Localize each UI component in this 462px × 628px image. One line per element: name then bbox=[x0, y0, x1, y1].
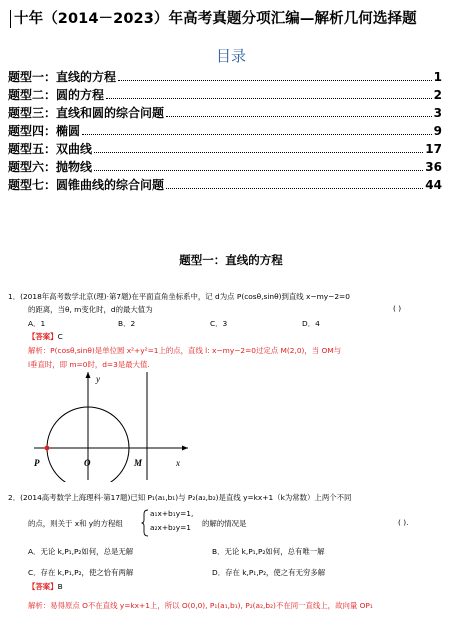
q2-analysis-line1: 解析：易得原点 O不在直线 y=kx+1上，所以 O(0,0), P₁(a₁,b₁), P₂(a₂,b₂)不在同一直线上，故向量 OP₁ bbox=[28, 601, 373, 610]
document-title: 十年（2014－2023）年高考真题分项汇编—解析几何选择题 bbox=[14, 11, 417, 27]
toc-leader-dots bbox=[94, 152, 423, 153]
toc-entry-page: 2 bbox=[433, 88, 442, 102]
q2-option-d: D．存在 k,P₁,P₂，使之有无穷多解 bbox=[212, 568, 326, 577]
q2-answer bbox=[28, 581, 63, 592]
toc-leader-dots bbox=[166, 116, 432, 117]
origin-label: O bbox=[84, 458, 91, 468]
toc-entry-page: 9 bbox=[433, 124, 442, 138]
toc-entry[interactable] bbox=[8, 86, 442, 104]
point-m-label: M bbox=[134, 458, 143, 468]
q2-stem-line2a: 的点，则关于 x和 y的方程组 bbox=[28, 519, 123, 528]
toc-entry-page: 44 bbox=[425, 178, 442, 192]
q1-answer-value: C bbox=[57, 332, 63, 341]
toc-leader-dots bbox=[166, 188, 423, 189]
toc-leader-dots bbox=[82, 134, 432, 135]
toc-leader-dots bbox=[94, 170, 423, 171]
system-brace-icon bbox=[141, 509, 149, 537]
q1-option-d: D．4 bbox=[302, 319, 320, 328]
toc-entry-label: 题型七：圆锥曲线的综合问题 bbox=[8, 178, 165, 192]
toc-leader-dots bbox=[106, 98, 432, 99]
x-axis-label: x bbox=[176, 458, 180, 468]
toc-entry-label: 题型四：椭圆 bbox=[8, 124, 81, 138]
x-axis-arrow-icon bbox=[182, 446, 188, 451]
toc-entry-label: 题型三：直线和圆的综合问题 bbox=[8, 106, 165, 120]
toc-heading: 目录 bbox=[215, 47, 246, 65]
toc-entry-page: 1 bbox=[433, 70, 442, 84]
q1-stem-line2: 的距离，当θ, m变化时，d的最大值为 bbox=[28, 305, 153, 314]
q2-answer-blank: ( ). bbox=[398, 518, 409, 527]
q2-option-c: C．存在 k,P₁,P₂，使之恰有两解 bbox=[28, 568, 134, 577]
toc-leader-dots bbox=[118, 80, 432, 81]
q2-system-eq2: a₂x+b₂y=1 bbox=[150, 523, 191, 532]
q1-answer-tag: 【答案】 bbox=[28, 332, 58, 341]
q2-stem-line2b: 的解的情况是 bbox=[202, 519, 247, 528]
toc-entry-label: 题型五：双曲线 bbox=[8, 142, 93, 156]
q1-analysis-line2: l垂直时，即 m=0时，d=3是最大值. bbox=[28, 360, 150, 369]
q2-option-b: B．无论 k,P₁,P₂如何，总有唯一解 bbox=[212, 547, 325, 556]
q1-analysis-line1: 解析：P(cosθ,sinθ)是单位圆 x²+y²=1上的点，直线 l: x−my−2=0过定点 M(2,0)，当 OM与 bbox=[28, 346, 342, 355]
q1-answer-blank: ( ) bbox=[393, 304, 402, 313]
toc-entry-page: 17 bbox=[425, 142, 442, 156]
toc-entry-label: 题型一：直线的方程 bbox=[8, 70, 117, 84]
toc-entry[interactable] bbox=[8, 104, 442, 122]
toc-entry[interactable] bbox=[8, 122, 442, 140]
q2-option-a: A．无论 k,P₁,P₂如何，总是无解 bbox=[28, 547, 134, 556]
y-axis-label: y bbox=[96, 374, 100, 384]
q1-answer bbox=[28, 331, 63, 342]
toc-entry-page: 3 bbox=[433, 106, 442, 120]
toc-entry-page: 36 bbox=[425, 160, 442, 174]
point-p-label: P bbox=[34, 458, 40, 468]
table-of-contents bbox=[8, 68, 442, 194]
q2-answer-tag: 【答案】 bbox=[28, 582, 58, 591]
toc-entry[interactable] bbox=[8, 176, 442, 194]
q2-stem-line1: 2．(2014高考数学上海理科·第17题)已知 P₁(a₁,b₁)与 P₂(a₂,b₂)是直线 y=kx+1（k为常数）上两个不同 bbox=[8, 493, 352, 502]
y-axis-arrow-icon bbox=[86, 372, 91, 378]
q1-option-a: A．1 bbox=[28, 319, 46, 328]
q2-system-eq1: a₁x+b₁y=1, bbox=[150, 509, 194, 518]
q1-stem-line1: 1．(2018年高考数学北京(理)·第7题)在平面直角坐标系中，记 d为点 P(cosθ,sinθ)到直线 x−my−2=0 bbox=[8, 292, 350, 301]
toc-entry[interactable] bbox=[8, 140, 442, 158]
toc-entry[interactable] bbox=[8, 158, 442, 176]
toc-entry-label: 题型二：圆的方程 bbox=[8, 88, 105, 102]
toc-entry-label: 题型六：抛物线 bbox=[8, 160, 93, 174]
unit-circle-figure bbox=[28, 370, 196, 482]
point-p bbox=[45, 446, 50, 451]
q2-answer-value: B bbox=[57, 582, 63, 591]
text-cursor bbox=[10, 10, 11, 28]
toc-entry[interactable] bbox=[8, 68, 442, 86]
q1-option-b: B．2 bbox=[118, 319, 136, 328]
section-title: 题型一：直线的方程 bbox=[179, 253, 283, 267]
q1-option-c: C．3 bbox=[210, 319, 228, 328]
